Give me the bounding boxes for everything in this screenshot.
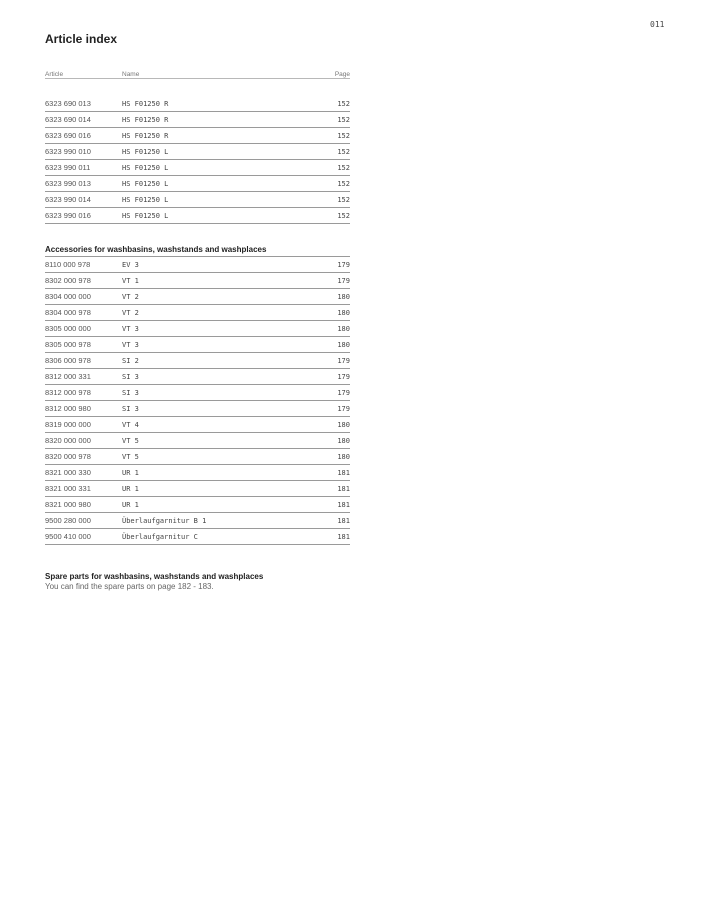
- page-cell: 181: [337, 500, 350, 509]
- page-cell: 152: [337, 131, 350, 140]
- name-cell: UR 1: [122, 484, 139, 493]
- column-header-page: Page: [334, 71, 350, 78]
- article-cell: 8304 000 978: [45, 308, 91, 317]
- table-row: [45, 257, 350, 273]
- article-cell: 8110 000 978: [45, 260, 91, 269]
- article-cell: 8312 000 980: [45, 404, 91, 413]
- name-cell: SI 2: [122, 356, 139, 365]
- article-cell: 6323 990 014: [45, 195, 91, 204]
- article-cell: 8319 000 000: [45, 420, 91, 429]
- table-row: [45, 208, 350, 224]
- article-cell: 8305 000 000: [45, 324, 91, 333]
- table-row: [45, 273, 350, 289]
- article-cell: 8302 000 978: [45, 276, 91, 285]
- page-cell: 180: [337, 308, 350, 317]
- article-table-header: [45, 66, 350, 79]
- article-cell: 8312 000 331: [45, 372, 91, 381]
- page-cell: 180: [337, 340, 350, 349]
- table-row: [45, 513, 350, 529]
- article-cell: 8312 000 978: [45, 388, 91, 397]
- table-row: [45, 481, 350, 497]
- name-cell: Überlaufgarnitur B 1: [122, 516, 207, 525]
- name-cell: VT 4: [122, 420, 139, 429]
- page-cell: 179: [337, 260, 350, 269]
- article-cell: 6323 690 014: [45, 115, 91, 124]
- name-cell: HS F01250 L: [122, 179, 169, 188]
- article-cell: 8306 000 978: [45, 356, 91, 365]
- page-cell: 179: [337, 372, 350, 381]
- article-table-section-2: [45, 257, 350, 545]
- article-cell: 6323 690 016: [45, 131, 91, 140]
- article-table-section-1: [45, 96, 350, 224]
- name-cell: VT 3: [122, 324, 139, 333]
- page-cell: 152: [337, 195, 350, 204]
- article-cell: 8320 000 000: [45, 436, 91, 445]
- name-cell: Überlaufgarnitur C: [122, 532, 198, 541]
- article-cell: 6323 990 011: [45, 163, 91, 172]
- page-cell: 179: [337, 356, 350, 365]
- table-row: [45, 192, 350, 208]
- spare-parts-section: [45, 572, 365, 592]
- page-cell: 152: [337, 147, 350, 156]
- name-cell: SI 3: [122, 404, 139, 413]
- page-cell: 180: [337, 436, 350, 445]
- article-cell: 8321 000 330: [45, 468, 91, 477]
- name-cell: HS F01250 L: [122, 211, 169, 220]
- page-cell: 179: [337, 276, 350, 285]
- name-cell: HS F01250 L: [122, 147, 169, 156]
- column-header-article: Article: [45, 71, 64, 78]
- page-cell: 181: [337, 516, 350, 525]
- column-header-name: Name: [122, 71, 140, 78]
- article-cell: 8321 000 980: [45, 500, 91, 509]
- accessories-section: [45, 243, 350, 545]
- table-row: [45, 417, 350, 433]
- name-cell: VT 5: [122, 452, 139, 461]
- name-cell: EV 3: [122, 260, 139, 269]
- name-cell: UR 1: [122, 500, 139, 509]
- page-cell: 181: [337, 532, 350, 541]
- table-row: [45, 176, 350, 192]
- section-heading-accessories: Accessories for washbasins, washstands and washplaces: [45, 243, 350, 257]
- name-cell: UR 1: [122, 468, 139, 477]
- page-cell: 152: [337, 179, 350, 188]
- page-cell: 180: [337, 452, 350, 461]
- table-row: [45, 128, 350, 144]
- name-cell: SI 3: [122, 372, 139, 381]
- article-cell: 9500 410 000: [45, 532, 91, 541]
- name-cell: HS F01250 R: [122, 115, 169, 124]
- table-row: [45, 529, 350, 545]
- table-row: [45, 160, 350, 176]
- table-row: [45, 385, 350, 401]
- table-row: [45, 353, 350, 369]
- page-cell: 179: [337, 404, 350, 413]
- name-cell: VT 3: [122, 340, 139, 349]
- article-cell: 6323 990 010: [45, 147, 91, 156]
- article-cell: 6323 990 016: [45, 211, 91, 220]
- page-cell: 179: [337, 388, 350, 397]
- article-cell: 8305 000 978: [45, 340, 91, 349]
- table-row: [45, 289, 350, 305]
- name-cell: HS F01250 L: [122, 195, 169, 204]
- name-cell: VT 1: [122, 276, 139, 285]
- table-row: [45, 337, 350, 353]
- table-row: [45, 497, 350, 513]
- article-cell: 6323 990 013: [45, 179, 91, 188]
- article-cell: 8320 000 978: [45, 452, 91, 461]
- name-cell: HS F01250 R: [122, 99, 169, 108]
- table-row: [45, 433, 350, 449]
- table-row: [45, 305, 350, 321]
- table-row: [45, 369, 350, 385]
- table-row: [45, 96, 350, 112]
- page-cell: 180: [337, 420, 350, 429]
- column-header-row: [45, 66, 350, 79]
- name-cell: VT 5: [122, 436, 139, 445]
- table-row: [45, 321, 350, 337]
- article-cell: 8304 000 000: [45, 292, 91, 301]
- name-cell: VT 2: [122, 308, 139, 317]
- page-cell: 152: [337, 211, 350, 220]
- page-cell: 152: [337, 99, 350, 108]
- page-cell: 180: [337, 324, 350, 333]
- article-cell: 6323 690 013: [45, 99, 91, 108]
- section-heading-spare-parts: Spare parts for washbasins, washstands and washplaces: [45, 572, 264, 581]
- name-cell: HS F01250 L: [122, 163, 169, 172]
- table-row: [45, 144, 350, 160]
- name-cell: HS F01250 R: [122, 131, 169, 140]
- page-cell: 152: [337, 115, 350, 124]
- page-cell: 152: [337, 163, 350, 172]
- spare-parts-note: You can find the spare parts on page 182 - 183.: [45, 582, 214, 591]
- table-row: [45, 449, 350, 465]
- table-row: [45, 401, 350, 417]
- article-cell: 9500 280 000: [45, 516, 91, 525]
- page-cell: 181: [337, 468, 350, 477]
- page-cell: 180: [337, 292, 350, 301]
- article-cell: 8321 000 331: [45, 484, 91, 493]
- table-row: [45, 112, 350, 128]
- page-title: Article index: [45, 32, 118, 46]
- name-cell: VT 2: [122, 292, 139, 301]
- page-cell: 181: [337, 484, 350, 493]
- name-cell: SI 3: [122, 388, 139, 397]
- page-number: 011: [650, 20, 665, 29]
- table-row: [45, 465, 350, 481]
